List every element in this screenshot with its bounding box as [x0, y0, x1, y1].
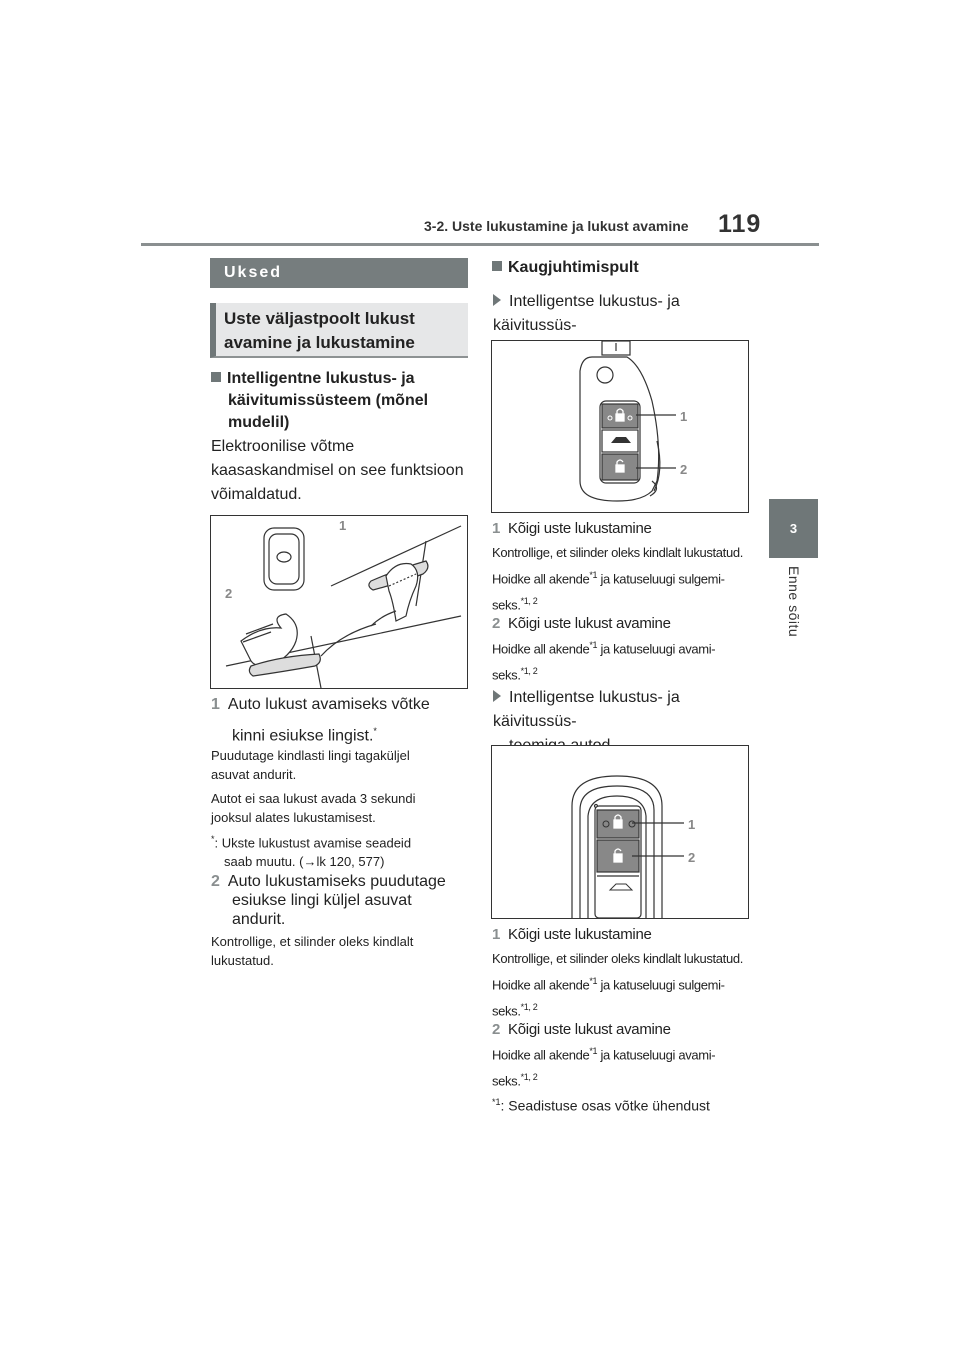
b-note-cylinder: Kontrollige, et silinder oleks kindlalt lukustatud.	[492, 951, 743, 966]
triangle-bullet-icon	[493, 690, 501, 702]
chapter-tab	[769, 499, 818, 558]
subsection-title-line1: Uste väljastpoolt lukust	[224, 309, 415, 328]
smart-key-illustration	[492, 746, 748, 918]
b-step-1-lock-all: 1 Kõigi uste lukustamine	[492, 926, 652, 943]
subheading-without-smart-key: Intelligentse lukustus- ja käivitussüs-	[493, 293, 680, 334]
note-touch-sensor: Puudutage kindlasti lingi tagaküljel asuvat andurit.	[211, 748, 410, 782]
bullet-heading-smart-key: Intelligentne lukustus- ja käivitumissüsteem (mõnel mudelil)	[211, 368, 428, 434]
note-cylinder-locked: Kontrollige, et silinder oleks kindlalt lukustatud.	[211, 934, 414, 968]
a-step-1-lock-all: 1 Kõigi uste lukustamine	[492, 520, 652, 537]
note-lock-delay: Autot ei saa lukust avada 3 sekundi jooksul alates lukustamisest.	[211, 791, 416, 825]
subsection-title	[210, 303, 468, 358]
a-note-cylinder: Kontrollige, et silinder oleks kindlalt lukustatud.	[492, 545, 743, 560]
subheading-with-smart-key: Intelligentse lukustus- ja käivitussüs-	[493, 689, 680, 730]
b-note-open-windows: Hoidke all akende$^{*1}$ ja katuseluugi avami- seks.$^{*1, 2}$	[492, 1046, 716, 1089]
square-bullet-icon	[492, 261, 502, 271]
lock-icon	[616, 414, 624, 421]
flip-key-illustration	[492, 341, 748, 512]
step-2-lock: 2 Auto lukustamiseks puudutage esiukse lingi küljel asuvat andurit.	[211, 873, 446, 928]
section-header-title: 3-2. Uste lukustamine ja lukust avamine	[424, 218, 689, 234]
door-handle-illustration	[211, 516, 467, 688]
door-handle-figure	[210, 515, 468, 689]
figure-label-2: 2	[225, 586, 233, 601]
figure-label-2: 2	[680, 462, 688, 477]
figure-label-1: 1	[339, 518, 347, 533]
smart-key-figure	[491, 745, 749, 919]
flip-key-figure	[491, 340, 749, 513]
chapter-label: Enne sõitu	[786, 566, 802, 638]
footnote-dealer: $^{*1}$: Seadistuse osas võtke ühendust	[492, 1097, 710, 1114]
section-bar: Uksed	[210, 258, 468, 288]
a-step-2-unlock-all: 2 Kõigi uste lukust avamine	[492, 615, 671, 632]
b-note-close-windows: Hoidke all akende$^{*1}$ ja katuseluugi sulgemi- seks.$^{*1, 2}$	[492, 976, 725, 1019]
lock-icon	[614, 820, 622, 828]
step-1-unlock: 1 Auto lukust avamiseks võtke kinni esiukse lingist.*	[211, 696, 430, 745]
figure-label-2: 2	[688, 850, 696, 865]
figure-label-1: 1	[688, 817, 696, 832]
b-step-2-unlock-all: 2 Kõigi uste lukust avamine	[492, 1021, 671, 1038]
chapter-number: 3	[789, 521, 798, 536]
subsection-title-line2: avamine ja lukustamine	[224, 333, 415, 352]
unlock-icon	[614, 854, 622, 862]
a-note-close-windows: Hoidke all akende$^{*1}$ ja katuseluugi sulgemi- seks.$^{*1, 2}$	[492, 570, 725, 613]
remote-heading: Kaugjuhtimispult	[492, 257, 639, 279]
unlock-icon	[616, 465, 624, 472]
square-bullet-icon	[211, 372, 221, 382]
triangle-bullet-icon	[493, 294, 501, 306]
page-number: 119	[718, 210, 762, 238]
a-note-open-windows: Hoidke all akende$^{*1}$ ja katuseluugi avami- seks.$^{*1, 2}$	[492, 640, 716, 683]
intro-paragraph: Elektroonilise võtme kaasaskandmisel on see funktsioon võimaldatud.	[211, 438, 464, 503]
footnote-settings: *: Ukste lukustust avamise seadeid saab muutu. (→lk 120, 577)	[211, 834, 412, 870]
figure-label-1: 1	[680, 409, 688, 424]
header-divider	[141, 243, 819, 246]
